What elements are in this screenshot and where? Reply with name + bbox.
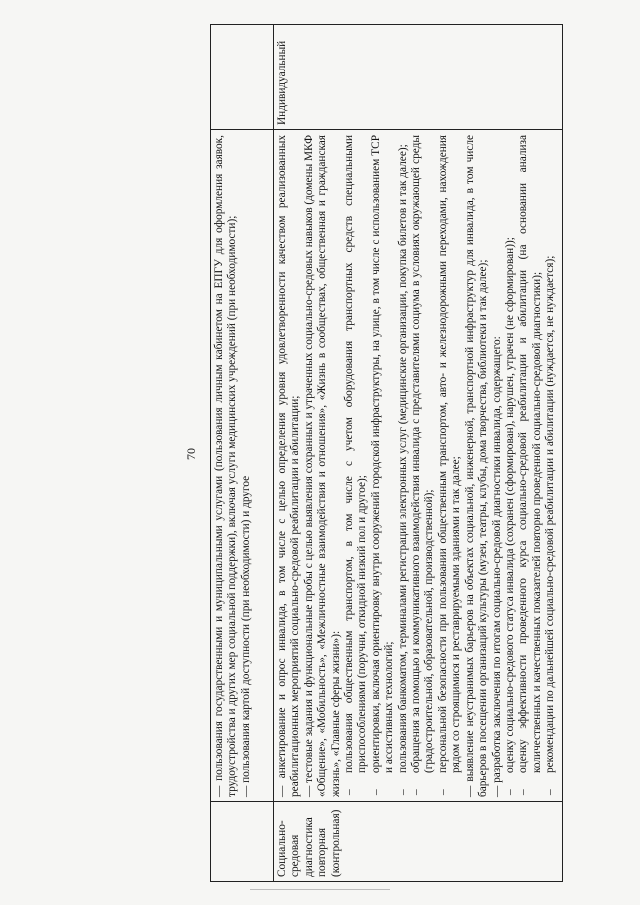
- stage-cell: [211, 802, 273, 882]
- content-cell: [274, 130, 562, 802]
- sub-item: – пользования банкоматом, терминалами регистрации электронных услуг (медицинские организации, покупка билетов и так далее);: [396, 144, 409, 795]
- stage-label: Социально-средовая диагностика повторная (контрольная): [276, 809, 342, 877]
- form-label: Индивидуальный: [276, 40, 288, 125]
- sub-item: – обращения за помощью и коммуникативного взаимодействия инвалида с представителями социума в условиях окружающей среды (градостроительной, образовательной, производственной);: [410, 135, 436, 795]
- dash-bullet: –: [410, 789, 423, 795]
- dash-bullet: –: [369, 789, 382, 795]
- sub-item: – персональной безопасности при пользовании общественным транспортом, авто- и железнодорожными переходами, нахождения рядом со строящимися и реставрируемыми зданиями и так далее;: [436, 135, 463, 795]
- sub-item: – пользования общественным транспортом, в том числе с учетом оборудования транспортных средств специальными приспособлениями (поручни, откидной низкий пол и другое);: [343, 135, 369, 795]
- form-cell: [211, 24, 273, 130]
- table-row: [273, 24, 562, 882]
- rotated-page: [20, 22, 620, 882]
- list-item: — анкетирование и опрос инвалида, в том числе с целью определения уровня удовлетворенности качеством реализованных реабилитационных мероприятий социально-средовой реабилитации и абилитации;: [276, 135, 302, 797]
- list-item: — пользования картой доступности (при необходимости) и другое: [239, 475, 252, 797]
- sub-item: – оценку эффективности проведенного курса социально-средовой реабилитации и абилитации (на основании анализа количественных и качественных показателей повторно проведенной социально-средовой диагностики);: [517, 135, 543, 795]
- dash-bullet: –: [343, 789, 356, 795]
- dash-bullet: –: [503, 789, 516, 795]
- sub-item: – ориентировки, включая ориентировку внутри сооружений городской инфраструктуры, на улице, в том числе с использованием ТСР и ассистивных технологий;: [369, 135, 396, 795]
- sub-item: – оценку социально-средового статуса инвалида (сохранен (сформирован), нарушен, утрачен (не сформирован));: [503, 237, 516, 795]
- page-number: 70: [184, 448, 198, 460]
- table-row: [211, 24, 273, 882]
- stage-cell: [274, 802, 562, 882]
- list-item: — пользования государственными и муниципальными услугами (пользования личным кабинетом на ЕПГУ для оформления заявок, трудоустройства и других мер социальной поддержки), включая услуги медицинских учреждений (при необходимости);: [213, 135, 239, 797]
- scan-artifact-line: [250, 889, 390, 890]
- sub-item: – рекомендации по дальнейшей социально-средовой реабилитации и абилитации (нуждается, не нуждается);: [544, 255, 557, 795]
- dash-bullet: –: [517, 789, 530, 795]
- list-item: — тестовые задания и функциональные пробы с целью выявления сохранных и утраченных социально-средовых навыков (домены МКФ «Общение», «Мобильность», «Межличностные взаимодействия и отношения», «Жизнь в сообществах, общественная и гражданская жизнь», «Главные сферы жизни»):: [302, 135, 342, 797]
- form-cell: [274, 24, 562, 130]
- dash-bullet: –: [436, 789, 449, 795]
- dash-bullet: –: [544, 789, 557, 795]
- list-item: — выявление неустранимых барьеров на объектах социальной, инженерной, транспортной инфраструктур для инвалида, в том числе барьеров в посещении организаций культуры (музеи, театры, клубы, дома творчества, библиотеки и так далее);: [463, 135, 490, 797]
- list-item: — разработка заключения по итогам социально-средовой диагностики инвалида, содержащего:: [490, 336, 503, 797]
- content-cell: [211, 130, 273, 802]
- dash-bullet: –: [396, 789, 409, 795]
- table: [210, 24, 563, 882]
